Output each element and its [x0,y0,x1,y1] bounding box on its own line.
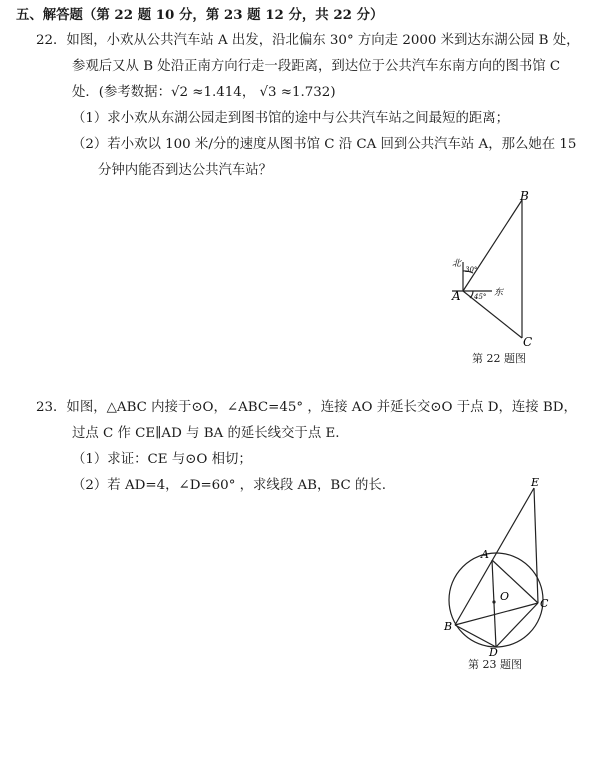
q23-label-c: C [540,597,549,610]
q22-label-b: B [520,189,529,203]
q22-part2-line2: 分钟内能否到达公共汽车站？ [98,163,273,178]
q22-label-a: A [452,289,461,303]
q23-stem-line1: 23．如图，△ABC 内接于⊙O，∠ABC=45° ，连接 AO 并延长交⊙O 于点 D，连接 BD， [36,400,577,415]
q22-part2-line1: （2）若小欢以 100 米/分的速度从图书馆 C 沿 CA 回到公共汽车站 A，那么她在 15 [72,137,577,152]
q23-stem-line2: 过点 C 作 CE∥AD 与 BA 的延长线交于点 E. [72,426,340,441]
q22-caption: 第 22 题图 [472,352,526,365]
q22-label-north: 北 [452,259,462,269]
q22-label-c: C [523,335,533,349]
q23-segment-ce [534,488,538,603]
q23-segment-bc [455,603,538,625]
q23-part1: （1）求证：CE 与⊙O 相切； [72,452,252,467]
q23-segment-bd [455,625,496,647]
q23-caption: 第 23 题图 [468,658,522,671]
q22-stem-line3: 处．(参考数据：√2 ≈1.414， √3 ≈1.732) [72,85,336,100]
q22-angle-45-label: 45° [474,293,487,301]
q22-stem-line2: 参观后又从 B 处沿正南方向行走一段距离，到达位于公共汽车东南方向的图书馆 C [72,59,561,74]
q22-angle-30-label: 30° [465,266,478,274]
q22-stem-line1: 22．如图，小欢从公共汽车站 A 出发，沿北偏东 30° 方向走 2000 米到达东湖公园 B 处， [36,33,580,48]
q22-part1: （1）求小欢从东湖公园走到图书馆的途中与公共汽车站之间最短的距离； [72,111,510,126]
q23-label-o: O [500,590,510,603]
q23-center-dot [492,600,495,603]
q23-label-a: A [481,548,489,561]
q22-label-east: 东 [494,288,504,298]
section-heading: 五、解答题（第 22 题 10 分，第 23 题 12 分，共 22 分） [16,7,384,23]
q23-circle-o [449,553,543,647]
q23-segment-cd [496,603,538,647]
q23-label-e: E [531,476,540,489]
q23-label-b: B [444,620,453,633]
q23-segment-ac [492,560,538,603]
q23-part2: （2）若 AD=4，∠D=60° ，求线段 AB，BC 的长. [72,478,386,493]
q23-label-d: D [489,646,498,659]
